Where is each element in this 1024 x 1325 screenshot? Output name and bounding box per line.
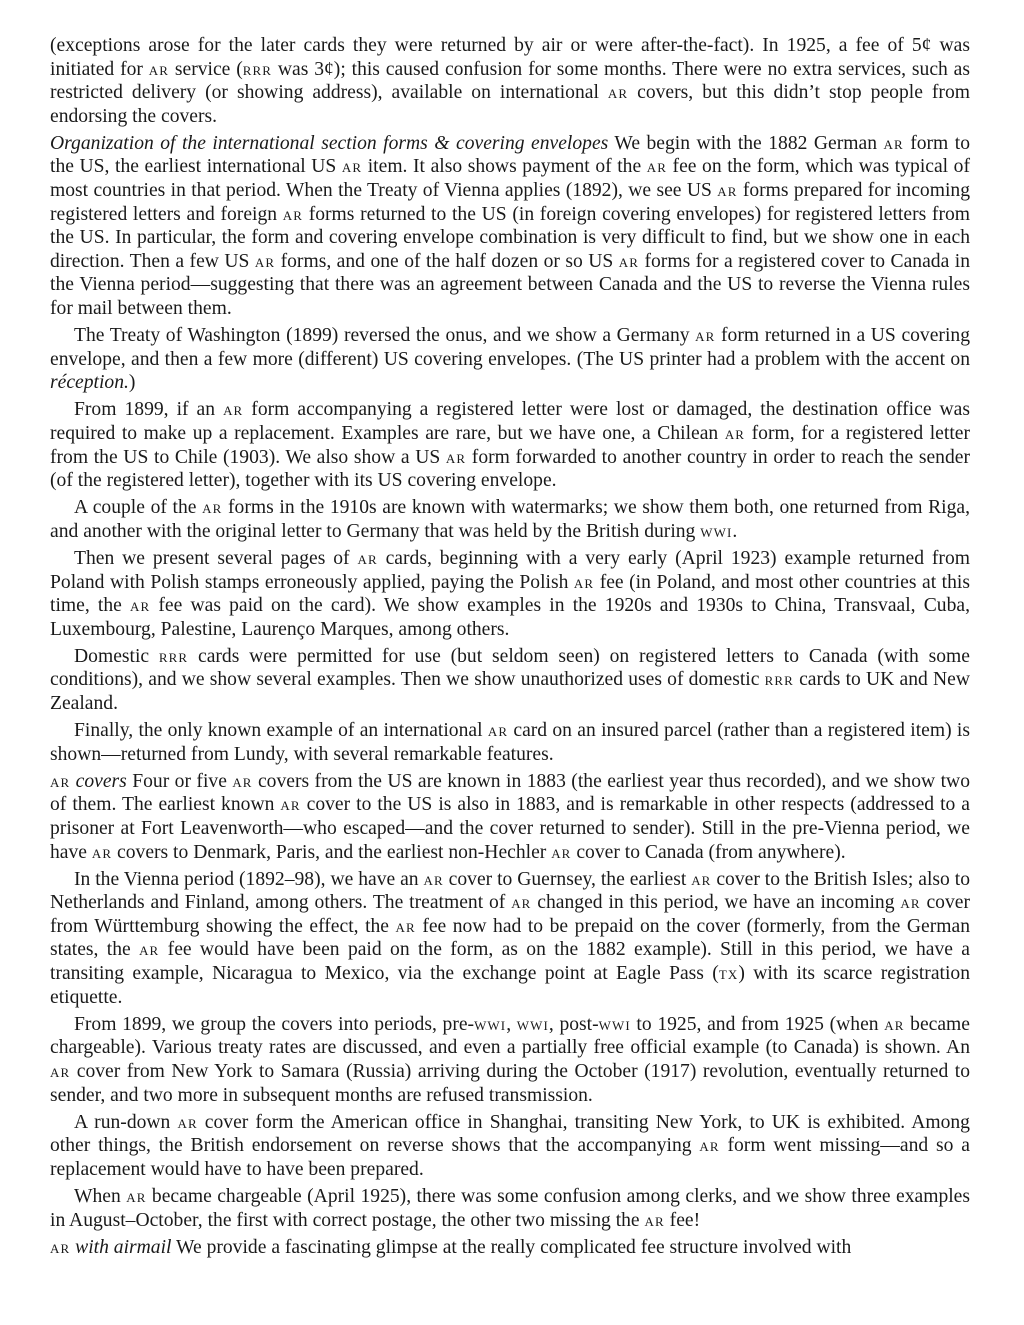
abbreviation: wwi [474,1013,507,1034]
abbreviation: ar [139,939,160,960]
text-run: The Treaty of Washington (1899) reversed the onus, and we show a Germany [74,325,696,347]
text-run: changed in this period, we have an incoming [531,892,901,914]
abbreviation: ar [884,1013,905,1034]
text-run: Finally, the only known example of an international [74,720,488,742]
text-run: When [74,1185,127,1207]
text-run: From 1899, we group the covers into periods, pre- [74,1013,475,1035]
text-run: became chargeable (April 1925), there was some confusion among clerks, and we show three examples in August–October, the first with correct postage, the other two missing the [50,1185,971,1231]
text-run: cards were permitted for use (but seldom seen) on registered letters to Canada (with some conditions), and we show several examples. Then we show unauthorized uses of domestic [50,645,970,691]
abbreviation: ar [130,595,151,616]
text-run: fee! [664,1209,701,1231]
text-run: form forwarded to another country in order to reach the sender (of the registered letter), together with its US covering envelope. [50,446,970,492]
text-run: forms returned to the US (in foreign covering envelopes) for registered letters from the US. In particular, the form and covering envelope combination is very difficult to find, but we show one in each direction. Then a few US [50,203,971,272]
abbreviation: ar [223,399,244,420]
text-run: cover from New York to Samara (Russia) arriving during the October (1917) revolution, eventually returned to sender, and two more in subsequent months are refused transmission. [50,1060,970,1106]
paragraph-p14 [50,1236,970,1260]
abbreviation: ar [691,868,712,889]
text-run: cover to Guernsey, the earliest [443,868,692,890]
text-run: form returned in a US covering envelope, and then a few more (different) US covering envelopes. (The US printer had a problem with the accent on [50,325,970,370]
abbreviation: ar [717,180,738,201]
abbreviation: ar [91,841,113,862]
text-run: ) [128,372,136,394]
italic-text: Organization of the international section forms & covering envelopes [50,132,609,154]
paragraph-p2 [50,132,970,321]
text-run: From 1899, if an [74,399,224,421]
abbreviation: ar [883,132,904,153]
abbreviation: ar [511,892,532,913]
text-run: item. It also shows payment of the [362,156,647,178]
abbreviation: ar [177,1111,198,1132]
text-run: In the Vienna period (1892–98), we have an [74,868,424,890]
paragraph-p11 [50,1013,970,1107]
abbreviation: wwi [598,1013,631,1034]
italic-text: réception. [50,372,129,394]
text-run: Four or five [126,770,233,792]
text-run: We provide a fascinating glimpse at the really complicated fee structure involved with [171,1236,852,1258]
text-run: cover to Canada (from anywhere). [571,841,846,863]
abbreviation: ar [618,250,640,271]
paragraph-p12 [50,1111,970,1182]
abbreviation: ar [644,1209,665,1230]
abbreviation: rrr [764,669,794,690]
abbreviation: ar [232,770,253,791]
abbreviation: ar [254,250,276,271]
paragraph-p4 [50,398,970,492]
abbreviation: ar [724,423,746,443]
italic-text: with airmail [70,1236,172,1258]
text-run: covers, but this didn’t stop people from endorsing the covers. [50,82,970,127]
abbreviation: ar [395,915,416,936]
text-run: form to the US, the earliest international US [50,132,970,178]
text-run: Domestic [74,645,159,667]
abbreviation: ar [50,1060,71,1081]
abbreviation: ar [607,82,629,103]
abbreviation: ar [282,203,303,224]
paragraph-p1 [50,34,970,128]
text-run: fee (in Poland, and most other countries at this time, the [50,571,970,617]
abbreviation: rrr [158,645,189,666]
text-run: forms prepared for incoming registered letters and foreign [50,180,970,225]
abbreviation: wwi [516,1013,549,1034]
text-run: form, for a registered letter from the US to Chile (1903). We also show a US [50,423,970,468]
paragraph-p9 [50,770,970,864]
text-run: cover form the American office in Shanghai, transiting New York, to UK is exhibited. Among other things, the British endorsement on reverse shows that the accompanying [50,1111,970,1157]
abbreviation: ar [423,868,444,889]
text-run: cover from Württemburg showing the effect, the [50,892,970,937]
abbreviation: ar [900,892,921,913]
text-run: (exceptions arose for the later cards they were returned by air or were after-the-fact). In 1925, a fee of 5¢ was initiated for [50,35,970,80]
abbreviation: ar [699,1135,720,1156]
text-run: ) with its scarce registration etiquette. [50,963,970,1008]
abbreviation: ar [126,1185,147,1206]
italic-text: covers [70,770,127,792]
abbreviation: rrr [242,58,273,79]
text-run: cover to the British Isles; also to Netherlands and Finland, among others. The treatment of [50,868,970,914]
text-run: form went missing—and so a replacement would have to have been prepared. [50,1135,970,1180]
paragraph-p10 [50,868,970,1010]
text-run: Then we present several pages of [74,547,358,569]
text-run: covers from the US are known in 1883 (the earliest year thus recorded), and we show two of them. The earliest known [50,770,970,816]
abbreviation: ar [646,156,667,177]
text-run: forms, and one of the half dozen or so US [275,250,619,272]
text-run: cards to UK and New Zealand. [50,669,970,715]
text-run: . [732,520,738,542]
paragraph-p5 [50,496,970,543]
paragraph-p7 [50,645,970,716]
text-run: , post- [548,1013,599,1035]
text-run: cards, beginning with a very early (April 1923) example returned from Poland with Polish stamps erroneously applied, paying the Polish [50,547,970,593]
paragraph-p13 [50,1185,970,1232]
abbreviation: ar [357,547,378,568]
text-run: , [506,1013,517,1035]
text-run: to 1925, and from 1925 (when [630,1013,885,1035]
paragraph-p8 [50,719,970,766]
text-run: form accompanying a registered letter were lost or damaged, the destination office was required to make up a replacement. Examples are rare, but we have one, a Chilean [50,399,971,444]
text-run: service ( [169,58,243,80]
abbreviation: wwi [700,520,733,541]
document-page [50,34,970,1263]
text-run: A couple of the [74,497,203,519]
abbreviation: ar [341,156,363,177]
paragraph-p3 [50,324,970,395]
text-run: fee would have been paid on the form, as on the 1882 example). Still in this period, we have a transiting example, Nicaragua to Mexico, via the exchange point at Eagle Pass ( [50,939,970,985]
abbreviation: ar [487,720,509,741]
abbreviation: ar [551,841,572,862]
text-run: fee now had to be prepaid on the cover (formerly, from the German states, the [50,915,971,961]
text-run: fee was paid on the card). We show examples in the 1920s and 1930s to China, Transvaal, Cuba, Luxembourg, Palestine, Laurenço Marques, among others. [50,595,970,640]
text-run: cover to the US is also in 1883, and is remarkable in other respects (addressed to a prisoner at Fort Leavenworth—who escaped—and the cover returned to sender). Still in the pre-Vienna period, we have [50,794,970,863]
abbreviation: ar [445,446,467,467]
text-run: forms in the 1910s are known with watermarks; we show them both, one returned from Riga, and another with the original letter to Germany that was held by the British during [50,497,970,542]
abbreviation: ar [50,770,71,791]
text-run: A run-down [74,1111,178,1133]
text-run: became chargeable). Various treaty rates are discussed, and even a partially free official example (to Canada) is shown. An [50,1013,970,1059]
abbreviation: ar [695,325,716,346]
text-run: forms for a registered cover to Canada in the Vienna period—suggesting that there was an agreement between Canada and the US to reverse the Vienna rules for mail between them. [50,250,971,320]
text-run: covers to Denmark, Paris, and the earliest non-Hechler [112,841,552,863]
abbreviation: ar [148,58,170,79]
abbreviation: ar [573,571,595,592]
abbreviation: ar [280,794,301,815]
abbreviation: ar [202,497,223,518]
abbreviation: tx [718,963,739,984]
text-run: card on an insured parcel (rather than a registered item) is shown—returned from Lundy, with several remarkable features. [50,720,970,765]
text-run: was 3¢); this caused confusion for some months. There were no extra services, such as restricted delivery (or showing address), available on international [50,58,970,104]
text-run: We begin with the 1882 German [608,132,884,154]
paragraph-p6 [50,547,970,641]
text-run: fee on the form, which was typical of most countries in that period. When the Treaty of Vienna applies (1892), we see US [50,156,970,202]
abbreviation: ar [50,1236,71,1257]
